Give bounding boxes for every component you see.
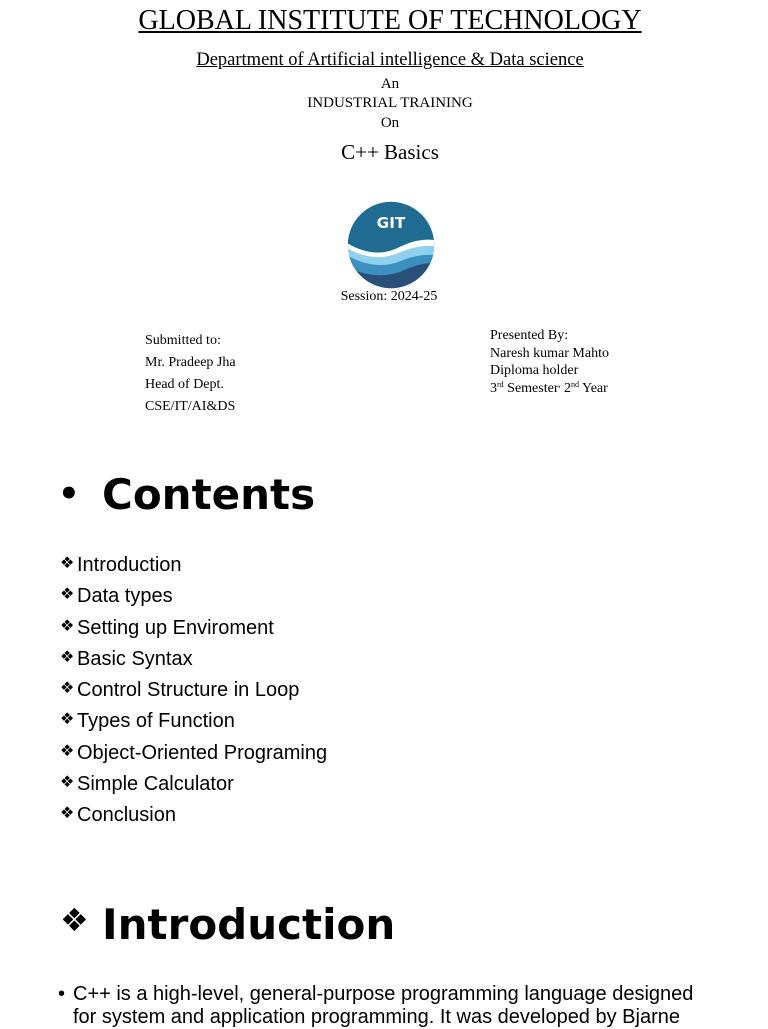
- list-item-label: Data types: [77, 585, 173, 608]
- list-item: [60, 672, 327, 703]
- contents-heading: [58, 470, 315, 519]
- list-item-label: Control Structure in Loop: [77, 679, 300, 702]
- submitted-to-role: Head of Dept.: [145, 377, 224, 392]
- logo-text: GIT: [376, 213, 406, 232]
- list-item: [60, 547, 327, 578]
- year-suffix: nd: [571, 379, 579, 389]
- on-label: On: [380, 115, 400, 131]
- list-item-label: Simple Calculator: [77, 773, 234, 796]
- contents-list: [60, 547, 327, 829]
- list-item: [60, 766, 327, 797]
- submitted-to-dept: CSE/IT/AI&DS: [145, 399, 236, 414]
- list-item: [60, 610, 327, 641]
- list-item: [60, 735, 327, 766]
- list-item-label: Object-Oriented Programing: [77, 741, 328, 764]
- presenter-qualification: Diploma holder: [490, 363, 579, 378]
- semester-word: Semester: [507, 380, 559, 396]
- list-item: [60, 797, 327, 828]
- diamond-icon: ❖: [60, 901, 89, 939]
- introduction-text: C++ is a high-level, general-purpose programming language designed for system and application programming. It was developed by Bjarne: [73, 983, 694, 1028]
- diamond-icon: ❖: [60, 678, 75, 698]
- diamond-icon: ❖: [60, 772, 75, 792]
- list-item: [60, 703, 327, 734]
- presenter-name: Naresh kumar Mahto: [490, 345, 609, 361]
- an-label: An: [380, 76, 400, 92]
- introduction-paragraph: [58, 983, 708, 1029]
- diamond-icon: ❖: [60, 646, 75, 666]
- year-number: 2: [564, 380, 571, 396]
- topic-title: C++ Basics: [341, 140, 439, 164]
- submitted-to-block: [145, 330, 236, 418]
- semester-suffix: rd: [497, 379, 504, 389]
- list-item: [60, 641, 327, 672]
- contents-heading-text: Contents: [102, 470, 316, 519]
- training-label: INDUSTRIAL TRAINING: [307, 95, 473, 111]
- submitted-to-label: Submitted to:: [145, 333, 221, 348]
- diamond-icon: ❖: [60, 709, 75, 729]
- diamond-icon: ❖: [60, 553, 75, 572]
- department-name: Department of Artificial intelligence & Data science: [196, 50, 584, 70]
- list-item-label: Introduction: [77, 554, 182, 576]
- separator: ,: [558, 379, 561, 389]
- year-word: Year: [581, 380, 608, 396]
- submitted-to-name: Mr. Pradeep Jha: [145, 355, 236, 370]
- presented-by-label: Presented By:: [490, 328, 569, 343]
- bullet-icon: •: [58, 474, 80, 514]
- list-item-label: Conclusion: [77, 804, 176, 827]
- list-item-label: Basic Syntax: [77, 647, 193, 670]
- introduction-heading: [60, 900, 395, 949]
- institute-title: GLOBAL INSTITUTE OF TECHNOLOGY: [138, 5, 642, 36]
- introduction-heading-text: Introduction: [102, 900, 396, 949]
- bullet-icon: •: [58, 983, 66, 1005]
- list-item-label: Setting up Enviroment: [77, 616, 274, 639]
- presenter-semester-year: [490, 380, 609, 398]
- session-label: Session: 2024-25: [340, 289, 438, 304]
- diamond-icon: ❖: [60, 615, 75, 635]
- list-item: [60, 578, 327, 609]
- diamond-icon: ❖: [60, 584, 75, 604]
- git-logo: [346, 200, 436, 290]
- diamond-icon: ❖: [60, 803, 75, 823]
- semester-number: 3: [490, 380, 497, 396]
- diamond-icon: ❖: [60, 740, 75, 760]
- presented-by-block: [490, 327, 609, 397]
- list-item-label: Types of Function: [77, 710, 235, 733]
